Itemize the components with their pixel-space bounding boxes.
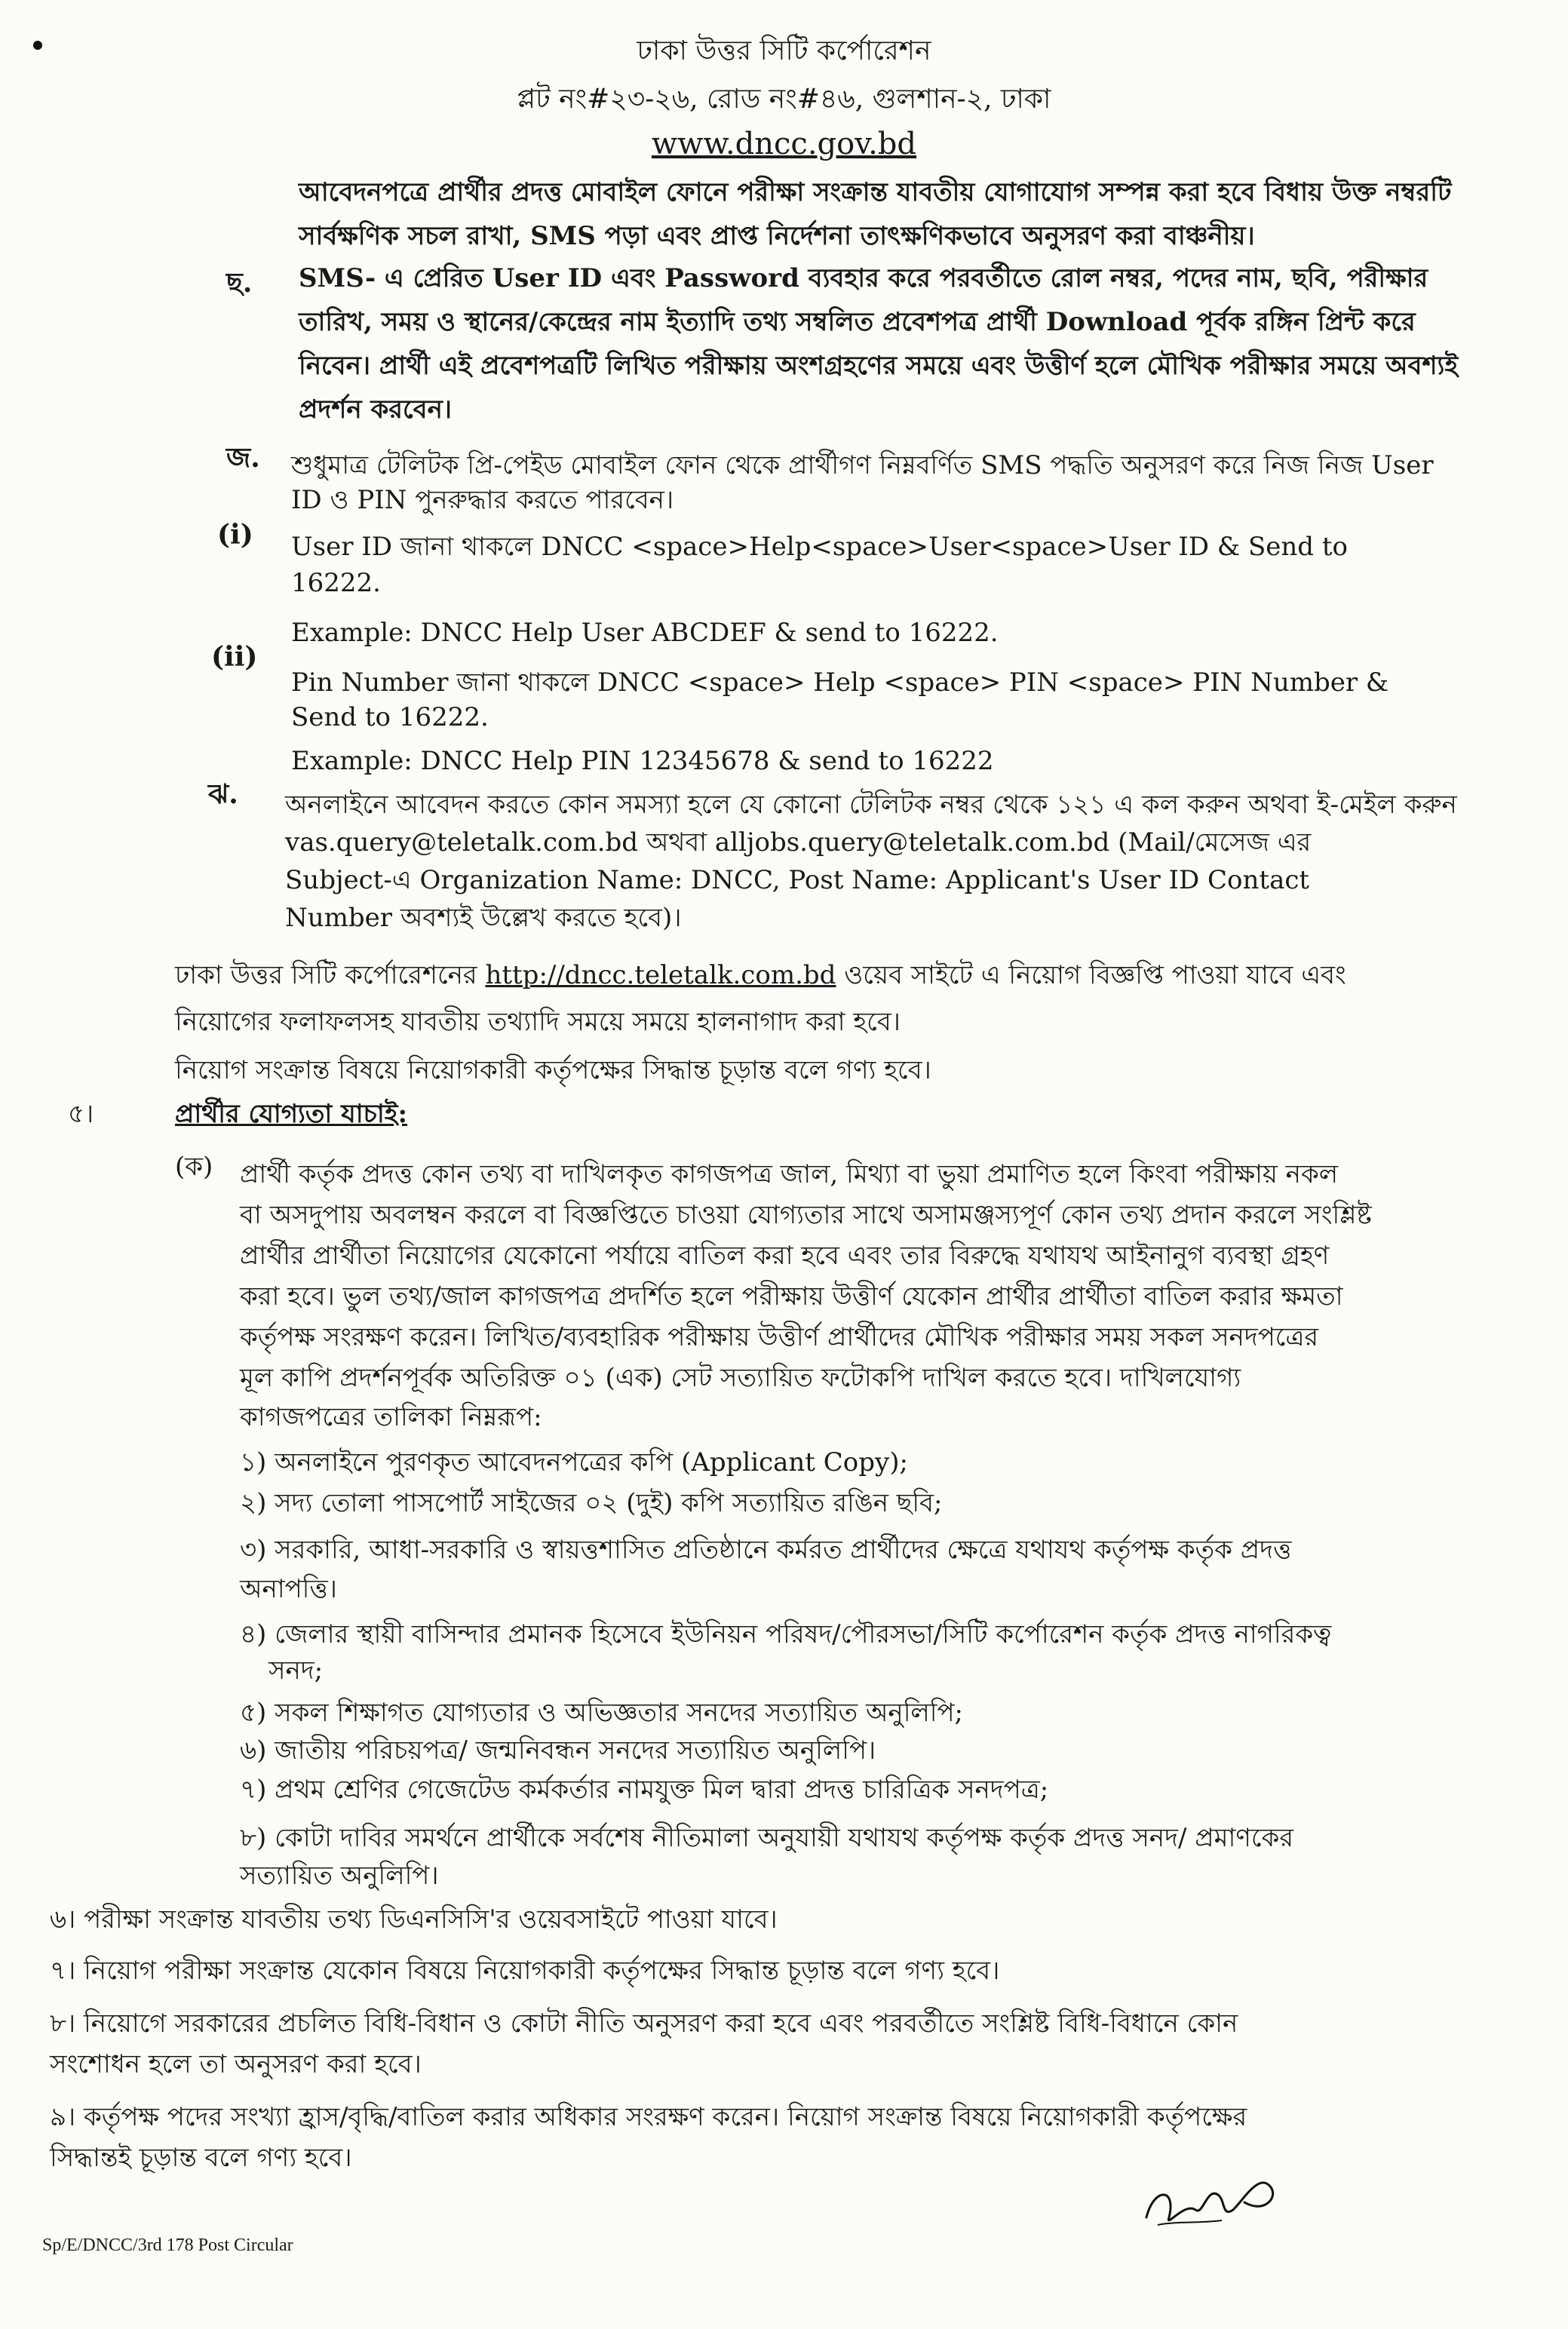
intro-line-1: আবেদনপত্রে প্রার্থীর প্রদত্ত মোবাইল ফোনে পরীক্ষা সংক্রান্ত যাবতীয় যোগাযোগ সম্পন্ন করা হবে বিধায় উক্ত নম্বরটি: [299, 177, 1452, 207]
jha-line-1: অনলাইনে আবেদন করতে কোন সমস্যা হলে যে কোনো টেলিটক নম্বর থেকে ১২১ এ কল করুন অথবা ই-মেইল করুন: [285, 790, 1457, 820]
marker-i: (i): [217, 519, 253, 551]
doc-item-2: ২) সদ্য তোলা পাসপোর্ট সাইজের ০২ (দুই) কপি সত্যায়িত রঙিন ছবি;: [240, 1488, 943, 1518]
section-5-para-line-7: কাগজপত্রের তালিকা নিম্নরূপ:: [240, 1402, 542, 1432]
section-9-line-2: সিদ্ধান্তই চূড়ান্ত বলে গণ্য হবে।: [50, 2143, 352, 2173]
marker-ja: জ.: [226, 442, 260, 474]
section-5-para-line-6: মূল কাপি প্রদর্শনপূর্বক অতিরিক্ত ০১ (এক) সেট সত্যায়িত ফটোকপি দাখিল করতে হবে। দাখিলযোগ্য: [240, 1363, 1241, 1393]
jha-line-4: Number অবশ্যই উল্লেখ করতে হবে)।: [285, 903, 682, 933]
section-5-title: প্রার্থীর যোগ্যতা যাচাই:: [175, 1099, 408, 1129]
section-5-para-line-3: প্রার্থীর প্রার্থীতা নিয়োগের যেকোনো পর্যায়ে বাতিল করা হবে এবং তার বিরুদ্ধে যথাযথ আইনানুগ ব্যবস্থা গ্রহণ: [240, 1241, 1330, 1271]
section-5-sub-marker: (ক): [175, 1152, 213, 1182]
notice-line-1-post: ওয়েব সাইটে এ নিয়োগ বিজ্ঞপ্তি পাওয়া যাবে এবং: [844, 960, 1346, 990]
intro-line-2: সার্বক্ষণিক সচল রাখা, SMS পড়া এবং প্রাপ্ত নির্দেশনা তাৎক্ষণিকভাবে অনুসরণ করা বাঞ্চনীয়।: [299, 221, 1255, 251]
section-8-line-1: ৮। নিয়োগে সরকারের প্রচলিত বিধি-বিধান ও কোটা নীতি অনুসরণ করা হবে এবং পরবর্তীতে সংশ্লিষ্ট বিধি-বিধানে কোন: [50, 2008, 1238, 2039]
sub-ii-line-1: Pin Number জানা থাকলে DNCC <space> Help <space> PIN <space> PIN Number &: [291, 667, 1389, 698]
doc-item-4: ৪) জেলার স্থায়ী বাসিন্দার প্রমানক হিসেবে ইউনিয়ন পরিষদ/পৌরসভা/সিটি কর্পোরেশন কর্তৃক প্রদত্ত নাগরিকত্ব: [240, 1619, 1332, 1649]
teletalk-link[interactable]: http://dncc.teletalk.com.bd: [485, 960, 836, 990]
doc-item-8: ৮) কোটা দাবির সমর্থনে প্রার্থীকে সর্বশেষ নীতিমালা অনুযায়ী যথাযথ কর্তৃপক্ষ কর্তৃক প্রদত্ত সনদ/ প্রমাণকের: [240, 1823, 1294, 1853]
sub-ii-example: Example: DNCC Help PIN 12345678 & send to 16222: [291, 746, 994, 776]
section-6: ৬। পরীক্ষা সংক্রান্ত যাবতীয় তথ্য ডিএনসিসি'র ওয়েবসাইটে পাওয়া যাবে।: [50, 1904, 778, 1935]
doc-item-3-cont: অনাপত্তি।: [240, 1574, 337, 1604]
doc-item-5: ৫) সকল শিক্ষাগত যোগ্যতার ও অভিজ্ঞতার সনদের সত্যায়িত অনুলিপি;: [240, 1698, 964, 1728]
header-website[interactable]: www.dncc.gov.bd: [651, 127, 917, 161]
ja-line-1: শুধুমাত্র টেলিটক প্রি-পেইড মোবাইল ফোন থেকে প্রার্থীগণ নিম্নবর্ণিত SMS পদ্ধতি অনুসরণ করে নিজ নিজ User: [291, 450, 1434, 480]
footer-reference: Sp/E/DNCC/3rd 178 Post Circular: [42, 2235, 293, 2255]
section-8-line-2: সংশোধন হলে তা অনুসরণ করা হবে।: [50, 2049, 422, 2079]
chha-line-1: SMS- এ প্রেরিত User ID এবং Password ব্যবহার করে পরবর্তীতে রোল নম্বর, পদের নাম, ছবি, পরীক্ষার: [299, 263, 1428, 293]
doc-item-8-cont: সত্যায়িত অনুলিপি।: [240, 1861, 439, 1891]
doc-item-6: ৬) জাতীয় পরিচয়পত্র/ জন্মনিবন্ধন সনদের সত্যায়িত অনুলিপি।: [240, 1735, 876, 1766]
jha-line-2: vas.query@teletalk.com.bd অথবা alljobs.query@teletalk.com.bd (Mail/মেসেজ এর: [285, 827, 1312, 858]
marker-ii: (ii): [211, 641, 258, 673]
header-org: ঢাকা উত্তর সিটি কর্পোরেশন: [637, 35, 931, 66]
marker-chha: ছ.: [226, 267, 253, 299]
jha-line-3: Subject-এ Organization Name: DNCC, Post Name: Applicant's User ID Contact: [285, 865, 1310, 895]
section-5-para-line-1: প্রার্থী কর্তৃক প্রদত্ত কোন তথ্য বা দাখিলকৃত কাগজপত্র জাল, মিথ্যা বা ভুয়া প্রমাণিত হলে কিংবা পরীক্ষায় নকল: [240, 1159, 1339, 1189]
notice-line-1: [175, 955, 1533, 996]
marker-jha: ঝ.: [208, 778, 238, 810]
chha-line-3: নিবেন। প্রার্থী এই প্রবেশপত্রটি লিখিত পরীক্ষায় অংশগ্রহণের সময়ে এবং উত্তীর্ণ হলে মৌখিক পরীক্ষার সময়ে অবশ্যই: [299, 351, 1459, 381]
section-5-para-line-5: কর্তৃপক্ষ সংরক্ষণ করেন। লিখিত/ব্যবহারিক পরীক্ষায় উত্তীর্ণ প্রার্থীদের মৌখিক পরীক্ষার সময় সকল সনদপত্রের: [240, 1322, 1319, 1352]
section-7: ৭। নিয়োগ পরীক্ষা সংক্রান্ত যেকোন বিষয়ে নিয়োগকারী কর্তৃপক্ষের সিদ্ধান্ত চূড়ান্ত বলে গণ্য হবে।: [50, 1956, 1000, 1986]
doc-item-3: ৩) সরকারি, আধা-সরকারি ও স্বায়ত্তশাসিত প্রতিষ্ঠানে কর্মরত প্রার্থীদের ক্ষেত্রে যথাযথ কর্তৃপক্ষ কর্তৃক প্রদত্ত: [240, 1535, 1292, 1565]
signature-image: [1131, 2157, 1282, 2240]
section-5-para-line-2: বা অসদুপায় অবলম্বন করলে বা বিজ্ঞপ্তিতে চাওয়া যোগ্যতার সাথে অসামঞ্জস্যপূর্ণ কোন তথ্য প্রদান করলে সংশ্লিষ্ট: [240, 1200, 1372, 1230]
sub-i-line-2: 16222.: [291, 568, 381, 598]
header-address: প্লট নং#২৩-২৬, রোড নং#৪৬, গুলশান-২, ঢাকা: [517, 84, 1051, 115]
notice-line-2: নিয়োগের ফলাফলসহ যাবতীয় তথ্যাদি সময়ে সময়ে হালনাগাদ করা হবে।: [175, 1007, 901, 1037]
doc-item-4-cont: সনদ;: [268, 1655, 324, 1686]
notice-line-1-pre: ঢাকা উত্তর সিটি কর্পোরেশনের: [175, 960, 477, 990]
chha-line-2: তারিখ, সময় ও স্থানের/কেন্দ্রের নাম ইত্যাদি তথ্য সম্বলিত প্রবেশপত্র প্রার্থী Download পূর্বক রঙ্গিন প্রিন্ট করে: [299, 307, 1416, 337]
ja-line-2: ID ও PIN পুনরুদ্ধার করতে পারবেন।: [291, 485, 674, 515]
section-5-para-line-4: করা হবে। ভুল তথ্য/জাল কাগজপত্র প্রদর্শিত হলে পরীক্ষায় উত্তীর্ণ যেকোন প্রার্থীর প্রার্থীতা বাতিল করার ক্ষমতা: [240, 1281, 1343, 1312]
doc-item-7: ৭) প্রথম শ্রেণির গেজেটেড কর্মকর্তার নামযুক্ত মিল দ্বারা প্রদত্ত চারিত্রিক সনদপত্র;: [240, 1775, 1049, 1805]
sub-i-line-1: User ID জানা থাকলে DNCC <space>Help<space>User<space>User ID & Send to: [291, 532, 1348, 562]
notice-line-3: নিয়োগ সংক্রান্ত বিষয়ে নিয়োগকারী কর্তৃপক্ষের সিদ্ধান্ত চূড়ান্ত বলে গণ্য হবে।: [175, 1055, 931, 1085]
doc-item-1: ১) অনলাইনে পুরণকৃত আবেদনপত্রের কপি (Applicant Copy);: [240, 1447, 908, 1477]
section-5-number: ৫।: [68, 1099, 94, 1129]
sub-ii-line-2: Send to 16222.: [291, 702, 489, 732]
sub-i-example: Example: DNCC Help User ABCDEF & send to 16222.: [291, 618, 999, 648]
section-9-line-1: ৯। কর্তৃপক্ষ পদের সংখ্যা হ্রাস/বৃদ্ধি/বাতিল করার অধিকার সংরক্ষণ করেন। নিয়োগ সংক্রান্ত বিষয়ে নিয়োগকারী কর্তৃপক্ষের: [50, 2102, 1247, 2132]
chha-line-4: প্রদর্শন করবেন।: [299, 394, 453, 425]
